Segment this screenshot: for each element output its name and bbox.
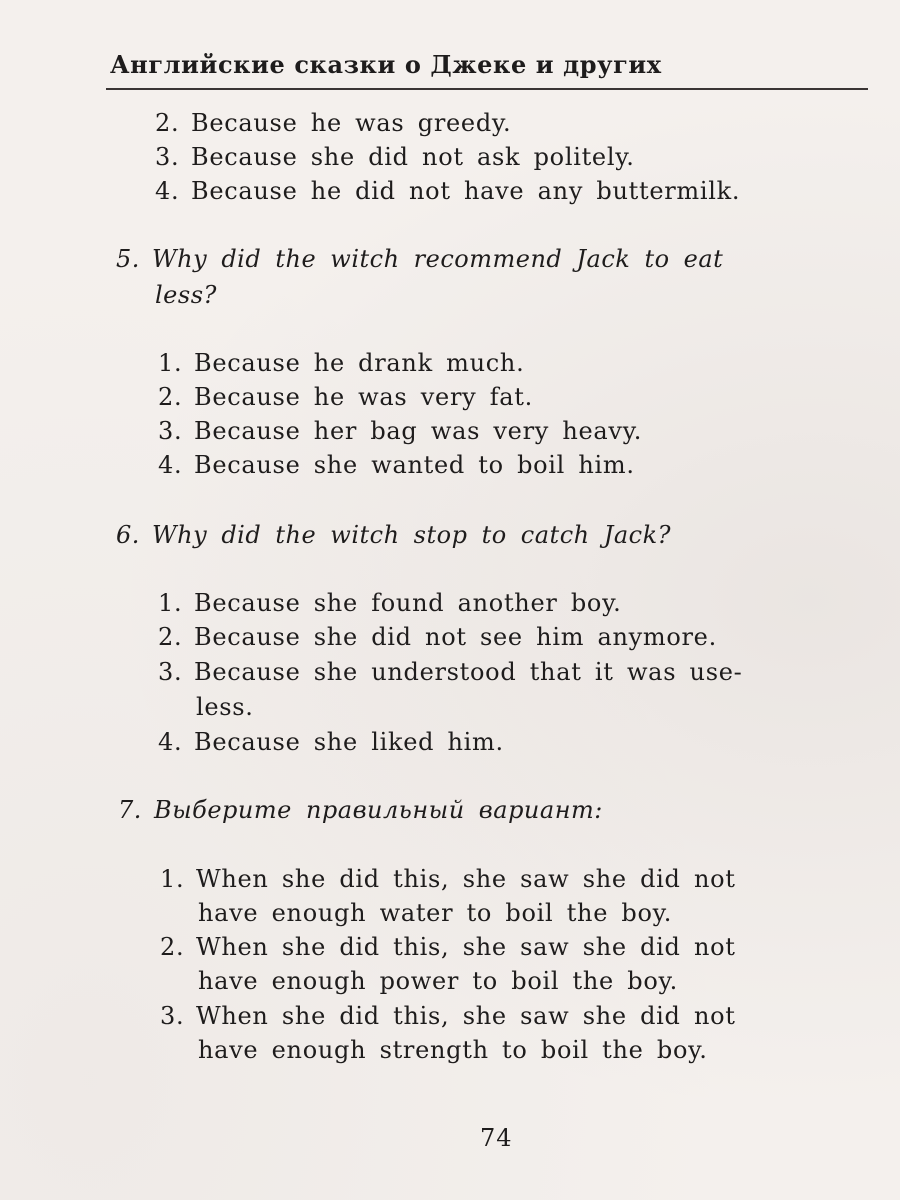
item-text: Because she did not see him anymore.: [194, 623, 717, 651]
question-6: [116, 520, 671, 550]
list-item: [158, 657, 742, 687]
list-item: [158, 450, 635, 480]
question-5-continuation: less?: [155, 281, 217, 309]
item-text: Because he was very fat.: [194, 383, 533, 411]
item-text: When she did this, she saw she did not: [196, 865, 736, 893]
list-item: [158, 382, 533, 412]
item-number: 3.: [158, 658, 183, 686]
list-item-continuation: less.: [196, 693, 254, 721]
question-number: 7.: [118, 796, 142, 824]
question-number: 6.: [116, 521, 140, 549]
list-item: [158, 622, 717, 652]
item-number: 2.: [158, 623, 183, 651]
item-number: 1.: [160, 865, 185, 893]
item-text: Because she understood that it was use-: [194, 658, 743, 686]
question-text: Why did the witch recommend Jack to eat: [152, 245, 724, 273]
list-item: [160, 864, 736, 894]
question-text: Выберите правильный вариант:: [154, 796, 603, 824]
item-text: Because he was greedy.: [191, 109, 512, 137]
item-number: 1.: [158, 589, 183, 617]
list-item-continuation: have enough power to boil the boy.: [198, 967, 678, 995]
item-number: 4.: [158, 451, 183, 479]
list-item: [155, 176, 740, 206]
list-item: [158, 727, 504, 757]
list-item: [160, 932, 736, 962]
item-number: 3.: [155, 143, 180, 171]
question-text: Why did the witch stop to catch Jack?: [152, 521, 671, 549]
item-text: Because she did not ask politely.: [191, 143, 635, 171]
running-header: Английские сказки о Джеке и других: [110, 50, 662, 79]
item-number: 4.: [155, 177, 180, 205]
item-text: Because she liked him.: [194, 728, 504, 756]
list-item: [160, 1001, 736, 1031]
question-7: [118, 795, 603, 825]
question-5: [116, 244, 723, 274]
item-text: When she did this, she saw she did not: [196, 1002, 736, 1030]
item-text: When she did this, she saw she did not: [196, 933, 736, 961]
header-rule: [106, 88, 868, 90]
question-number: 5.: [116, 245, 140, 273]
item-number: 4.: [158, 728, 183, 756]
list-item: [158, 588, 621, 618]
item-text: Because she found another boy.: [194, 589, 622, 617]
item-text: Because he did not have any buttermilk.: [191, 177, 741, 205]
item-text: Because he drank much.: [194, 349, 525, 377]
item-text: Because she wanted to boil him.: [194, 451, 635, 479]
item-number: 1.: [158, 349, 183, 377]
list-item: [155, 108, 511, 138]
list-item: [158, 416, 642, 446]
item-text: Because her bag was very heavy.: [194, 417, 643, 445]
list-item: [155, 142, 635, 172]
page-number: 74: [480, 1124, 513, 1152]
item-number: 2.: [155, 109, 180, 137]
item-number: 3.: [158, 417, 183, 445]
list-item-continuation: have enough strength to boil the boy.: [198, 1036, 708, 1064]
item-number: 3.: [160, 1002, 185, 1030]
item-number: 2.: [160, 933, 185, 961]
list-item-continuation: have enough water to boil the boy.: [198, 899, 673, 927]
item-number: 2.: [158, 383, 183, 411]
list-item: [158, 348, 524, 378]
